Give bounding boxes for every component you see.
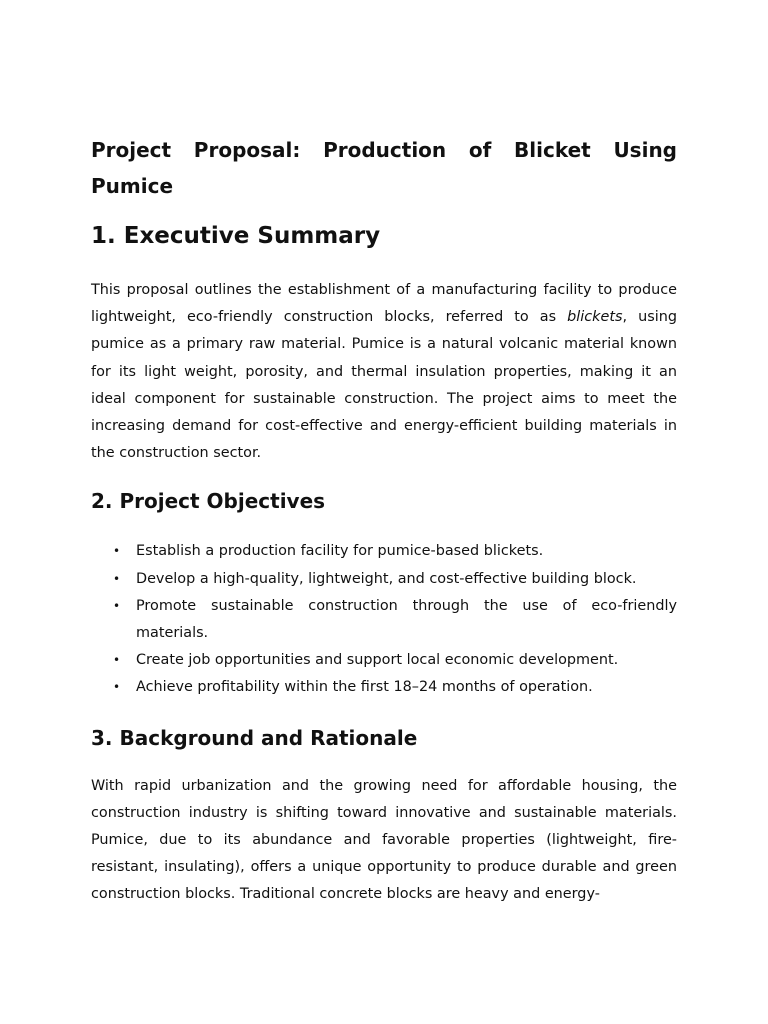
bullet-icon: • <box>113 680 121 695</box>
bullet-icon: • <box>113 544 121 559</box>
list-item-text: Establish a production facility for pumice-based blickets. <box>136 543 544 560</box>
list-item-text: Develop a high-quality, lightweight, and cost-effective building block. <box>136 570 637 587</box>
executive-summary-paragraph <box>91 277 677 467</box>
section-heading-project-objectives: 2. Project Objectives <box>91 489 326 514</box>
blickets-emphasis: blickets <box>567 309 623 326</box>
section-heading-executive-summary: 1. Executive Summary <box>91 223 381 249</box>
list-item <box>113 674 677 701</box>
document-page <box>91 132 677 909</box>
document-title: Project Proposal: Production of Blicket Using Pumice <box>91 138 677 198</box>
section-heading-background-rationale: 3. Background and Rationale <box>91 725 418 750</box>
bullet-icon: • <box>113 598 121 613</box>
background-paragraph: With rapid urbanization and the growing need for affordable housing, the construction industry is shifting toward innovative and sustainable materials. Pumice, due to its abundance and favorable properties (lightweight, fire-resistant, insulating), offers a unique opportunity to produce durable and green construction blocks. Traditional concrete blocks are heavy and energy- <box>91 777 677 903</box>
list-item <box>113 566 677 593</box>
objectives-list <box>91 538 677 701</box>
list-item-text: Create job opportunities and support local economic development. <box>136 652 619 669</box>
executive-summary-text-start: This proposal outlines the establishment of a manufacturing facility to produce lightweight, eco-friendly construction blocks, referred to as <box>91 282 677 326</box>
list-item <box>113 647 677 674</box>
list-item-text: Achieve profitability within the first 18–24 months of operation. <box>136 679 593 696</box>
bullet-icon: • <box>113 653 121 668</box>
bullet-icon: • <box>113 571 121 586</box>
list-item <box>113 593 677 647</box>
executive-summary-text-end: , using pumice as a primary raw material. Pumice is a natural volcanic material known for its light weight, porosity, and thermal insulation properties, making it an ideal component for sustainable construction. The project aims to meet the increasing demand for cost-effective and energy-efficient building materials in the construction sector. <box>91 309 677 462</box>
list-item <box>113 538 677 565</box>
list-item-text: Promote sustainable construction through the use of eco-friendly materials. <box>136 597 677 642</box>
